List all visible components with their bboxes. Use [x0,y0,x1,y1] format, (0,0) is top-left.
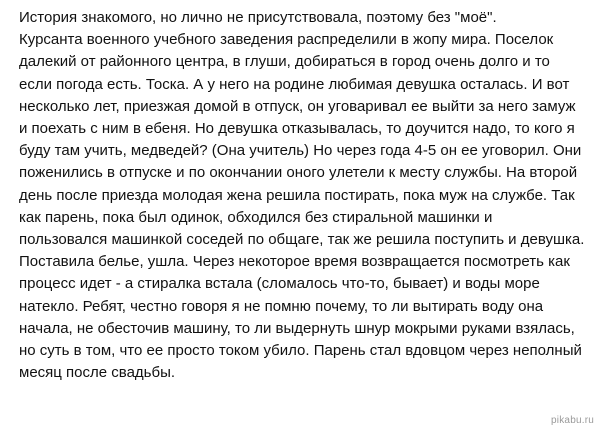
story-line: и поехать с ним в ебеня. Но девушка отказывалась, то доучится надо, то кого я [19,120,575,138]
story-line: буду там учить, медведей? (Она учитель) Но через года 4-5 он ее уговорил. Они [19,142,582,160]
site-watermark: pikabu.ru [551,415,594,426]
story-line: далекий от районного центра, в глуши, добираться в город очень долго и то [19,53,550,71]
story-line: натекло. Ребят, честно говоря я не помню почему, то ли вытирать воду она [19,297,544,315]
story-line: пользовался машинкой соседей по общаге, так же решила поступить и девушка. [19,231,585,249]
story-line: день после приезда молодая жена решила постирать, пока муж на службе. Так [19,186,575,204]
story-line: поженились в отпуске и по окончании оного улетели к месту службы. На второй [19,164,578,182]
story-text [19,7,600,384]
story-line: Курсанта военного учебного заведения распределили в жопу мира. Поселок [19,31,554,49]
story-line: как парень, пока был одинок, обходился без стиральной машинки и [19,208,493,226]
story-line: если погода есть. Тоска. А у него на родине любимая девушка осталась. И вот [19,75,570,93]
story-line: процесс идет - а стиралка встала (сломалось что-то, бывает) и воды море [19,275,540,293]
story-line: несколько лет, приезжая домой в отпуск, он уговаривал ее выйти за него замуж [19,97,576,115]
story-line: месяц после свадьбы. [19,364,176,382]
story-line: История знакомого, но лично не присутствовала, поэтому без "моё". [19,9,497,26]
story-line: начала, не обесточив машину, то ли выдернуть шнур мокрыми руками взялась, [19,319,575,337]
story-line: Поставила белье, ушла. Через некоторое время возвращается посмотреть как [19,253,570,271]
story-line: но суть в том, что ее просто током убило. Парень стал вдовцом через неполный [19,342,582,360]
